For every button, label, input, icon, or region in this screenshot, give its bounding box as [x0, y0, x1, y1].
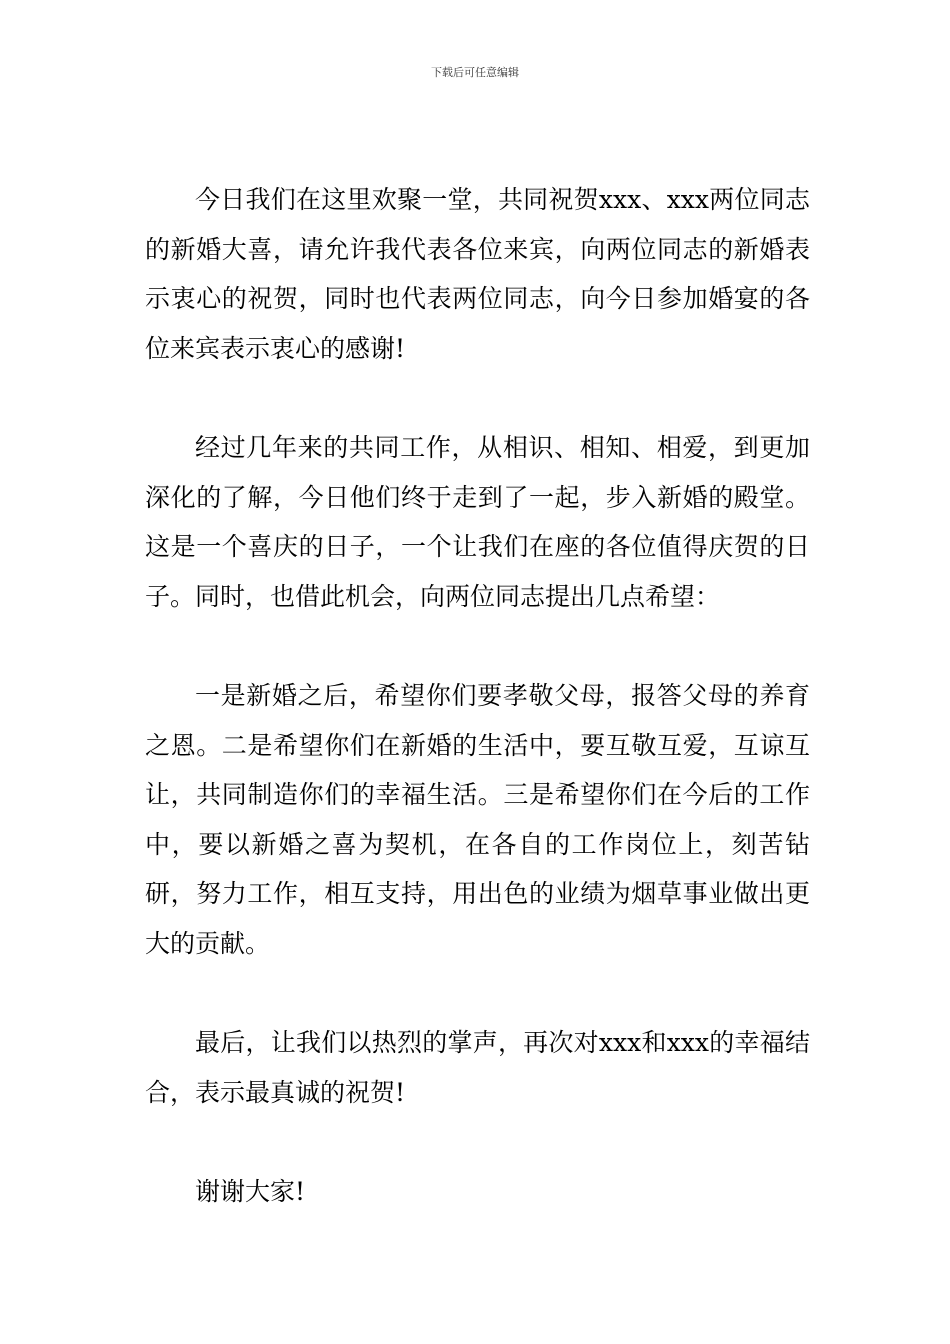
paragraph-background: 经过几年来的共同工作，从相识、相知、相爱，到更加深化的了解，今日他们终于走到了一起，步入新婚的殿堂。这是一个喜庆的日子，一个让我们在座的各位值得庆贺的日子。同时，也借此机会，向两位同志提出几点希望： — [145, 432, 810, 611]
paragraph-hopes: 一是新婚之后，希望你们要孝敬父母，报答父母的养育之恩。二是希望你们在新婚的生活中，要互敬互爱，互谅互让，共同制造你们的幸福生活。三是希望你们在今后的工作中，要以新婚之喜为契机，在各自的工作岗位上，刻苦钻研，努力工作，相互支持，用出色的业绩为烟草事业做出更大的贡献。 — [145, 680, 810, 958]
document-body — [145, 175, 810, 1216]
paragraph-thanks: 谢谢大家! — [195, 1176, 306, 1206]
paragraph-closing: 最后，让我们以热烈的掌声，再次对xxx和xxx的幸福结合，表示最真诚的祝贺! — [145, 1028, 810, 1107]
paragraph-opening: 今日我们在这里欢聚一堂，共同祝贺xxx、xxx两位同志的新婚大喜，请允许我代表各位来宾，向两位同志的新婚表示衷心的祝贺，同时也代表两位同志，向今日参加婚宴的各位来宾表示衷心的感谢! — [145, 185, 810, 363]
page-header-note: 下载后可任意编辑 — [431, 66, 519, 79]
